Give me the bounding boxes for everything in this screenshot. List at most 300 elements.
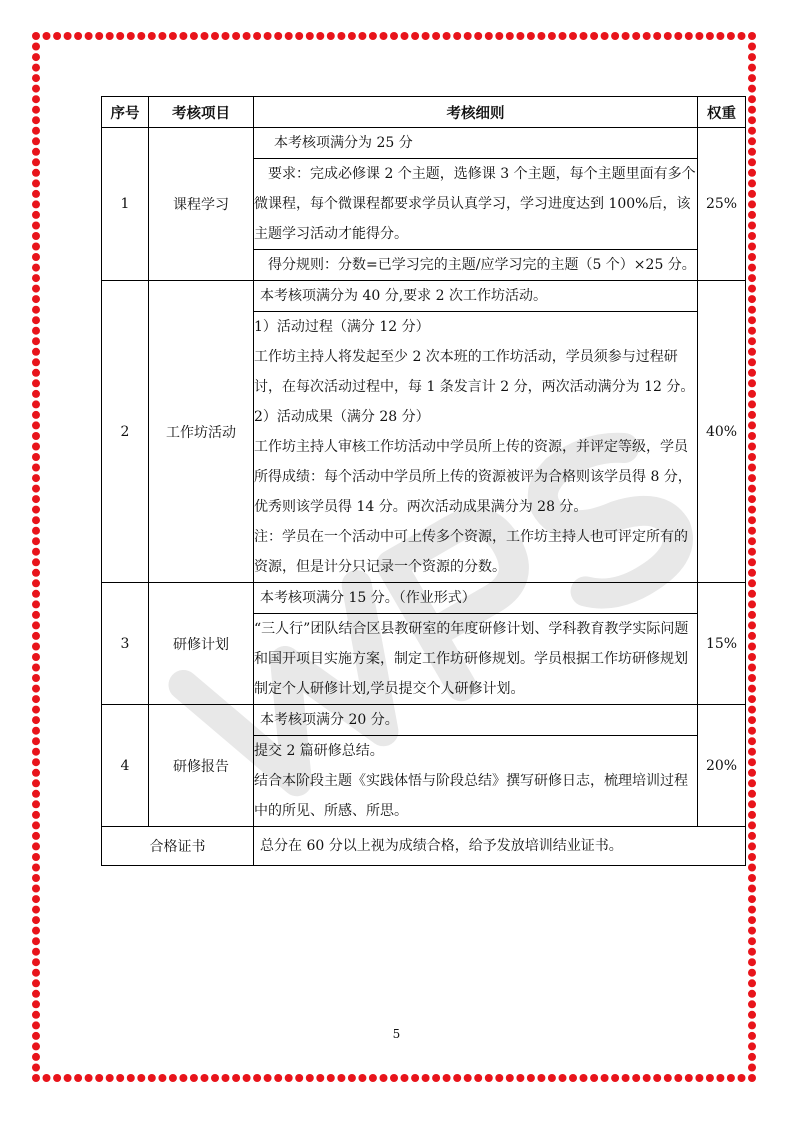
border-dot (495, 32, 503, 40)
border-dot (748, 232, 756, 240)
row-detail: “三人行”团队结合区县教研室的年度研修计划、学科教育教学实际问题和国开项目实施方案，制定工作坊研修规划。学员根据工作坊研修规划制定个人研修计划,学员提交个人研修计划。 (254, 614, 698, 705)
border-dot (748, 664, 756, 672)
border-dot (32, 285, 40, 293)
border-dot (32, 264, 40, 272)
border-dot (748, 200, 756, 208)
border-dot (474, 32, 482, 40)
border-dot (716, 32, 724, 40)
border-dot (748, 390, 756, 398)
border-dot (664, 32, 672, 40)
border-dot (748, 64, 756, 72)
border-dot (632, 1074, 640, 1082)
header-no: 序号 (102, 97, 149, 128)
border-dot (32, 643, 40, 651)
border-dot (401, 1074, 409, 1082)
footer-row (102, 827, 746, 866)
border-dot (32, 116, 40, 124)
border-dot (748, 464, 756, 472)
border-dot (727, 1074, 735, 1082)
border-dot (32, 337, 40, 345)
border-dot (464, 1074, 472, 1082)
border-dot (316, 1074, 324, 1082)
border-dot (559, 32, 567, 40)
border-dot (748, 969, 756, 977)
border-dot (53, 32, 61, 40)
border-dot (580, 32, 588, 40)
border-dot (748, 1074, 756, 1082)
border-dot (169, 1074, 177, 1082)
border-dot (348, 32, 356, 40)
border-dot (32, 169, 40, 177)
border-dot (243, 32, 251, 40)
border-dot (748, 137, 756, 145)
border-dot (32, 853, 40, 861)
border-dot (411, 32, 419, 40)
border-dot (590, 32, 598, 40)
border-dot (32, 874, 40, 882)
border-dot (748, 990, 756, 998)
border-dot (274, 1074, 282, 1082)
border-dot (569, 1074, 577, 1082)
border-dot (95, 1074, 103, 1082)
border-dot (95, 32, 103, 40)
row-no: 4 (102, 705, 149, 827)
border-dot (32, 243, 40, 251)
border-dot (32, 948, 40, 956)
border-dot (64, 32, 72, 40)
border-dot (453, 32, 461, 40)
border-dot (748, 527, 756, 535)
border-dot (748, 506, 756, 514)
border-dot (748, 316, 756, 324)
border-dot (32, 811, 40, 819)
border-dot (232, 1074, 240, 1082)
row-detail: 本考核项满分 15 分。（作业形式） (254, 583, 698, 614)
row-detail: 本考核项满分 20 分。 (254, 705, 698, 736)
row-item: 研修报告 (149, 705, 254, 827)
border-dot (32, 43, 40, 51)
border-dot (285, 32, 293, 40)
border-dot (264, 1074, 272, 1082)
border-dot (337, 32, 345, 40)
border-dot (748, 179, 756, 187)
border-dot (358, 1074, 366, 1082)
border-dot (748, 937, 756, 945)
border-dot (748, 643, 756, 651)
border-dot (32, 211, 40, 219)
border-dot (32, 379, 40, 387)
border-dot (748, 190, 756, 198)
border-dot (401, 32, 409, 40)
border-dot (32, 937, 40, 945)
page-number: 5 (392, 1027, 401, 1041)
border-dot (253, 32, 261, 40)
border-dot (232, 32, 240, 40)
border-dot (453, 1074, 461, 1082)
row-item: 工作坊活动 (149, 281, 254, 583)
border-dot (32, 1011, 40, 1019)
border-dot (748, 106, 756, 114)
border-dot (674, 1074, 682, 1082)
border-dot (590, 1074, 598, 1082)
border-dot (32, 864, 40, 872)
border-dot (32, 253, 40, 261)
border-dot (74, 1074, 82, 1082)
border-dot (527, 32, 535, 40)
border-dot (32, 306, 40, 314)
border-dot (748, 779, 756, 787)
border-dot (748, 611, 756, 619)
border-dot (32, 558, 40, 566)
table-row (102, 583, 746, 614)
border-dot (748, 443, 756, 451)
border-dot (74, 32, 82, 40)
border-dot (411, 1074, 419, 1082)
border-dot (137, 32, 145, 40)
border-dot (32, 832, 40, 840)
border-dot (653, 1074, 661, 1082)
header-item: 考核项目 (149, 97, 254, 128)
border-dot (32, 979, 40, 987)
border-dot (611, 1074, 619, 1082)
detail-line: 注：学员在一个活动中可上传多个资源，工作坊主持人也可评定所有的资源，但是计分只记录一个资源的分数。 (254, 529, 688, 575)
row-weight: 15% (698, 583, 746, 705)
border-dot (32, 885, 40, 893)
border-dot (748, 800, 756, 808)
border-dot (738, 32, 746, 40)
border-dot (748, 1053, 756, 1061)
border-dot (748, 253, 756, 261)
border-dot (716, 1074, 724, 1082)
border-dot (748, 358, 756, 366)
border-dot (348, 1074, 356, 1082)
detail-line: 1）活动过程（满分 12 分） (254, 319, 430, 335)
border-dot (32, 190, 40, 198)
border-dot (506, 32, 514, 40)
border-dot (32, 737, 40, 745)
border-dot (32, 432, 40, 440)
border-dot (748, 474, 756, 482)
detail-line: 工作坊主持人将发起至少 2 次本班的工作坊活动，学员须参与过程研讨，在每次活动过程中，每 1 条发言计 2 分，两次活动满分为 12 分。 (254, 349, 695, 395)
border-dot (32, 779, 40, 787)
border-dot (643, 32, 651, 40)
border-dot (748, 916, 756, 924)
border-dot (748, 453, 756, 461)
border-dot (32, 85, 40, 93)
table-row (102, 705, 746, 736)
border-dot (32, 632, 40, 640)
border-dot (201, 1074, 209, 1082)
row-no: 3 (102, 583, 149, 705)
border-dot (32, 621, 40, 629)
border-dot (179, 32, 187, 40)
border-dot (127, 32, 135, 40)
border-dot (32, 200, 40, 208)
border-dot (748, 295, 756, 303)
border-dot (32, 537, 40, 545)
border-dot (32, 790, 40, 798)
border-dot (32, 1064, 40, 1072)
border-dot (32, 906, 40, 914)
border-dot (32, 222, 40, 230)
border-dot (748, 127, 756, 135)
table-header-row (102, 97, 746, 128)
border-dot (748, 222, 756, 230)
border-dot (32, 316, 40, 324)
detail-line: 提交 2 篇研修总结。 (254, 743, 384, 759)
border-dot (32, 927, 40, 935)
border-dot (32, 800, 40, 808)
border-dot (253, 1074, 261, 1082)
border-dot (485, 1074, 493, 1082)
border-dot (748, 327, 756, 335)
border-dot (569, 32, 577, 40)
row-weight: 25% (698, 128, 746, 281)
border-dot (32, 600, 40, 608)
border-dot (32, 95, 40, 103)
border-dot (32, 179, 40, 187)
border-dot (738, 1074, 746, 1082)
border-dot (211, 32, 219, 40)
border-dot (559, 1074, 567, 1082)
border-dot (632, 32, 640, 40)
border-dot (32, 232, 40, 240)
border-dot (748, 211, 756, 219)
border-dot (422, 1074, 430, 1082)
border-dot (32, 464, 40, 472)
border-dot (748, 590, 756, 598)
border-dot (748, 579, 756, 587)
border-dot (32, 579, 40, 587)
detail-line: 2）活动成果（满分 28 分） (254, 409, 430, 425)
border-dot (32, 769, 40, 777)
border-dot (32, 685, 40, 693)
border-dot (358, 32, 366, 40)
border-dot (748, 421, 756, 429)
border-dot (748, 369, 756, 377)
border-dot (32, 53, 40, 61)
border-dot (748, 32, 756, 40)
border-dot (32, 674, 40, 682)
border-dot (653, 32, 661, 40)
border-dot (748, 243, 756, 251)
border-dot (43, 32, 51, 40)
row-no: 2 (102, 281, 149, 583)
border-dot (274, 32, 282, 40)
border-dot (748, 674, 756, 682)
border-dot (116, 32, 124, 40)
border-dot (474, 1074, 482, 1082)
border-dot (32, 64, 40, 72)
row-item: 课程学习 (149, 128, 254, 281)
border-dot (369, 1074, 377, 1082)
border-dot (32, 1053, 40, 1061)
border-dot (432, 1074, 440, 1082)
border-dot (748, 600, 756, 608)
row-detail: 要求：完成必修课 2 个主题，选修课 3 个主题，每个主题里面有多个微课程，每个微课程都要求学员认真学习，学习进度达到 100%后，该主题学习活动才能得分。 (254, 159, 698, 250)
detail-line: 工作坊主持人审核工作坊活动中学员所上传的资源，并评定等级，学员所得成绩：每个活动中学员所上传的资源被评为合格则该学员得 8 分，优秀则该学员得 14 分。两次活动成果满分为 28 分。 (254, 439, 692, 515)
border-dot (32, 748, 40, 756)
border-dot (748, 632, 756, 640)
border-dot (32, 295, 40, 303)
border-dot (748, 1000, 756, 1008)
border-dot (748, 74, 756, 82)
border-dot (748, 306, 756, 314)
border-dot (32, 1074, 40, 1082)
border-dot (32, 727, 40, 735)
border-dot (137, 1074, 145, 1082)
border-dot (748, 411, 756, 419)
border-dot (748, 716, 756, 724)
border-dot (316, 32, 324, 40)
border-dot (53, 1074, 61, 1082)
border-dot (32, 32, 40, 40)
border-dot (85, 32, 93, 40)
border-dot (748, 495, 756, 503)
border-dot (32, 127, 40, 135)
border-dot (748, 885, 756, 893)
border-dot (390, 32, 398, 40)
border-dot (190, 1074, 198, 1082)
border-dot (527, 1074, 535, 1082)
row-no: 1 (102, 128, 149, 281)
border-dot (32, 158, 40, 166)
border-dot (32, 411, 40, 419)
table-row (102, 281, 746, 312)
border-dot (32, 348, 40, 356)
border-dot (32, 506, 40, 514)
border-dot (748, 653, 756, 661)
border-dot (32, 106, 40, 114)
border-dot (158, 1074, 166, 1082)
border-dot (748, 337, 756, 345)
border-dot (390, 1074, 398, 1082)
border-dot (748, 1042, 756, 1050)
border-dot (748, 979, 756, 987)
border-dot (622, 32, 630, 40)
table-row (102, 128, 746, 159)
border-dot (537, 1074, 545, 1082)
header-weight: 权重 (698, 97, 746, 128)
border-dot (548, 1074, 556, 1082)
border-dot (695, 32, 703, 40)
border-dot (611, 32, 619, 40)
row-detail: 本考核项满分为 40 分,要求 2 次工作坊活动。 (254, 281, 698, 312)
row-detail: 本考核项满分为 25 分 (254, 128, 698, 159)
border-dot (380, 1074, 388, 1082)
row-item: 研修计划 (149, 583, 254, 705)
border-dot (169, 32, 177, 40)
border-dot (422, 32, 430, 40)
border-dot (495, 1074, 503, 1082)
border-dot (106, 1074, 114, 1082)
border-dot (748, 864, 756, 872)
border-dot (727, 32, 735, 40)
border-dot (748, 95, 756, 103)
border-dot (464, 32, 472, 40)
border-dot (748, 400, 756, 408)
border-dot (32, 716, 40, 724)
border-dot (64, 1074, 72, 1082)
border-dot (306, 32, 314, 40)
border-dot (748, 821, 756, 829)
border-dot (748, 569, 756, 577)
border-dot (685, 1074, 693, 1082)
border-dot (222, 32, 230, 40)
border-dot (643, 1074, 651, 1082)
border-dot (485, 32, 493, 40)
border-dot (158, 32, 166, 40)
border-dot (32, 590, 40, 598)
border-dot (748, 748, 756, 756)
border-dot (127, 1074, 135, 1082)
border-dot (32, 895, 40, 903)
border-dot (748, 706, 756, 714)
border-dot (148, 1074, 156, 1082)
border-dot (748, 811, 756, 819)
border-dot (748, 516, 756, 524)
border-dot (32, 758, 40, 766)
border-dot (201, 32, 209, 40)
border-dot (32, 421, 40, 429)
border-dot (306, 1074, 314, 1082)
border-dot (706, 1074, 714, 1082)
border-dot (548, 32, 556, 40)
border-dot (32, 842, 40, 850)
border-dot (748, 1064, 756, 1072)
border-dot (148, 32, 156, 40)
border-dot (748, 790, 756, 798)
border-dot (601, 32, 609, 40)
border-dot (32, 916, 40, 924)
border-dot (32, 369, 40, 377)
border-dot (748, 895, 756, 903)
row-detail: 得分规则：分数=已学习完的主题/应学习完的主题（5 个）×25 分。 (254, 250, 698, 281)
border-dot (748, 116, 756, 124)
border-dot (674, 32, 682, 40)
border-dot (32, 1042, 40, 1050)
border-dot (32, 527, 40, 535)
footer-text: 总分在 60 分以上视为成绩合格，给予发放培训结业证书。 (254, 827, 746, 866)
border-dot (32, 400, 40, 408)
border-dot (32, 485, 40, 493)
border-dot (32, 390, 40, 398)
border-dot (32, 548, 40, 556)
border-dot (748, 558, 756, 566)
border-dot (748, 853, 756, 861)
border-dot (516, 32, 524, 40)
assessment-table (101, 96, 746, 866)
border-dot (32, 148, 40, 156)
border-dot (32, 706, 40, 714)
border-dot (32, 569, 40, 577)
border-dot (748, 158, 756, 166)
detail-line: 结合本阶段主题《实践体悟与阶段总结》撰写研修日志，梳理培训过程中的所见、所感、所思。 (254, 773, 688, 819)
border-dot (295, 1074, 303, 1082)
border-dot (32, 274, 40, 282)
border-dot (706, 32, 714, 40)
border-dot (685, 32, 693, 40)
border-dot (32, 453, 40, 461)
border-dot (380, 32, 388, 40)
border-dot (327, 1074, 335, 1082)
border-dot (116, 1074, 124, 1082)
border-dot (748, 348, 756, 356)
row-weight: 40% (698, 281, 746, 583)
border-dot (748, 85, 756, 93)
row-detail-group (254, 736, 698, 827)
border-dot (748, 948, 756, 956)
